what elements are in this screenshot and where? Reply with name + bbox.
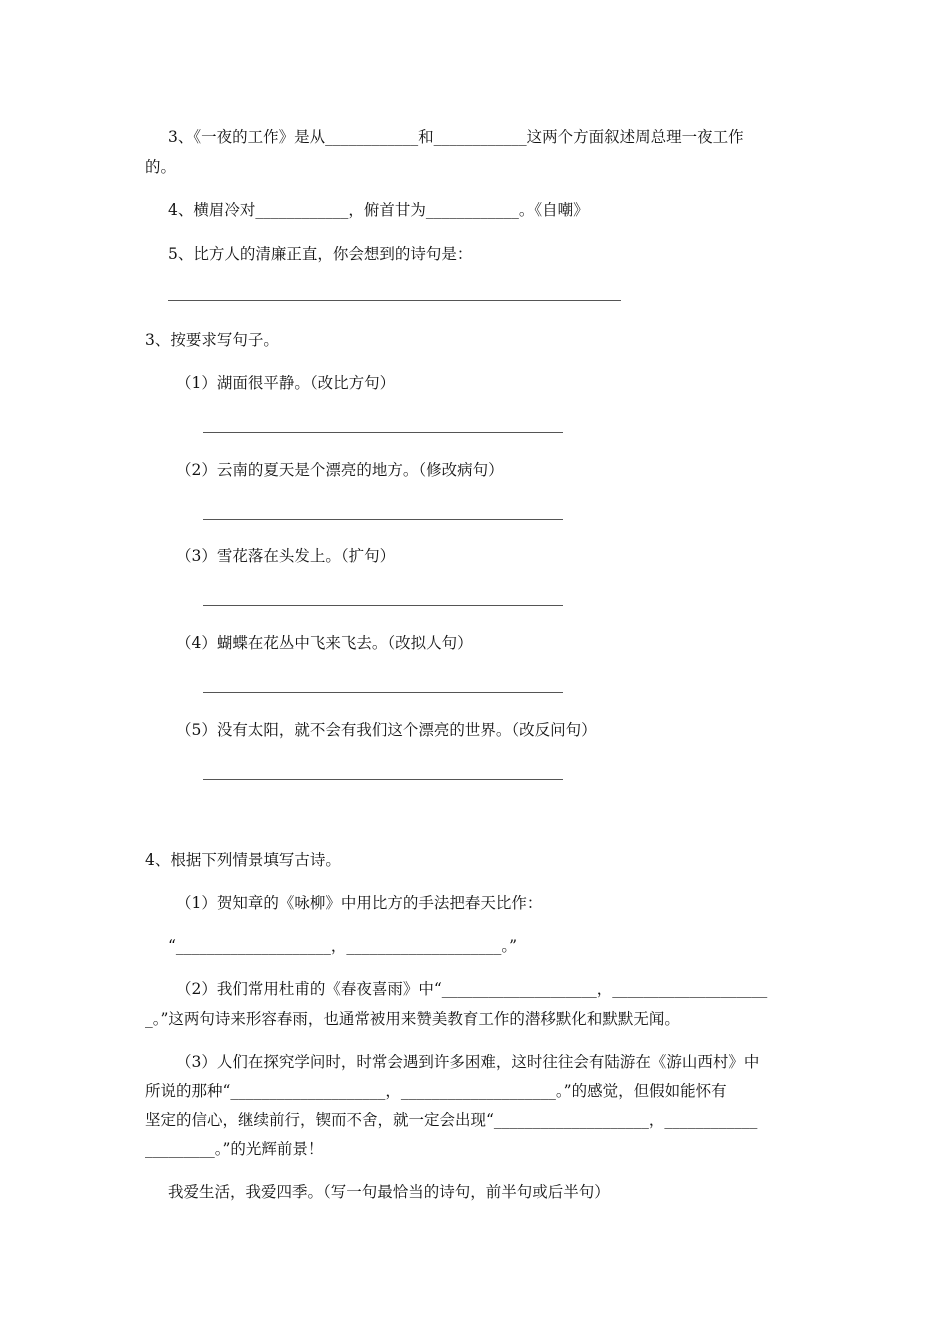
answer-line-3-2 (203, 519, 563, 520)
item-3-1: （1）湖面很平静。（改比方句） (176, 374, 396, 392)
item-3-3: （3）雪花落在头发上。（扩句） (176, 547, 396, 565)
item-final: 我爱生活，我爱四季。（写一句最恰当的诗句，前半句或后半句） (168, 1183, 610, 1201)
item-3-2: （2）云南的夏天是个漂亮的地方。（修改病句） (176, 461, 504, 479)
section-3-heading: 3、按要求写句子。 (145, 331, 279, 349)
section-4-heading: 4、根据下列情景填写古诗。 (145, 851, 341, 869)
item-4-1-blanks: “____________________，____________________。” (168, 937, 518, 955)
line-q3-cont: 的。 (145, 158, 177, 176)
answer-line-3-1 (203, 432, 563, 433)
answer-line-3-4 (203, 692, 563, 693)
item-4-2-cont: _。”这两句诗来形容春雨，也通常被用来赞美教育工作的潜移默化和默默无闻。 (145, 1010, 680, 1028)
answer-line-3-5 (203, 779, 563, 780)
line-q5: 5、比方人的清廉正直，你会想到的诗句是： (168, 245, 473, 263)
line-q4: 4、横眉冷对____________，俯首甘为____________。《自嘲》 (168, 201, 589, 219)
item-4-3-cont2: 坚定的信心，继续前行，锲而不舍，就一定会出现“____________________，____________ (145, 1111, 758, 1129)
item-3-4: （4）蝴蝶在花丛中飞来飞去。（改拟人句） (176, 634, 473, 652)
answer-line-q5 (168, 300, 621, 301)
item-4-3-cont3: _________。”的光辉前景！ (145, 1140, 324, 1158)
item-4-2: （2）我们常用杜甫的《春夜喜雨》中“____________________，____________________ (176, 980, 768, 998)
item-3-5: （5）没有太阳，就不会有我们这个漂亮的世界。（改反问句） (176, 721, 597, 739)
item-4-1: （1）贺知章的《咏柳》中用比方的手法把春天比作： (176, 894, 543, 912)
answer-line-3-3 (203, 605, 563, 606)
item-4-3: （3）人们在探究学问时，时常会遇到许多困难，这时往往会有陆游在《游山西村》中 (176, 1053, 760, 1071)
line-q3-intro: 3、《一夜的工作》是从____________和____________这两个方面叙述周总理一夜工作 (168, 128, 744, 146)
item-4-3-cont1: 所说的那种“____________________，____________________。”的感觉，但假如能怀有 (145, 1082, 727, 1100)
